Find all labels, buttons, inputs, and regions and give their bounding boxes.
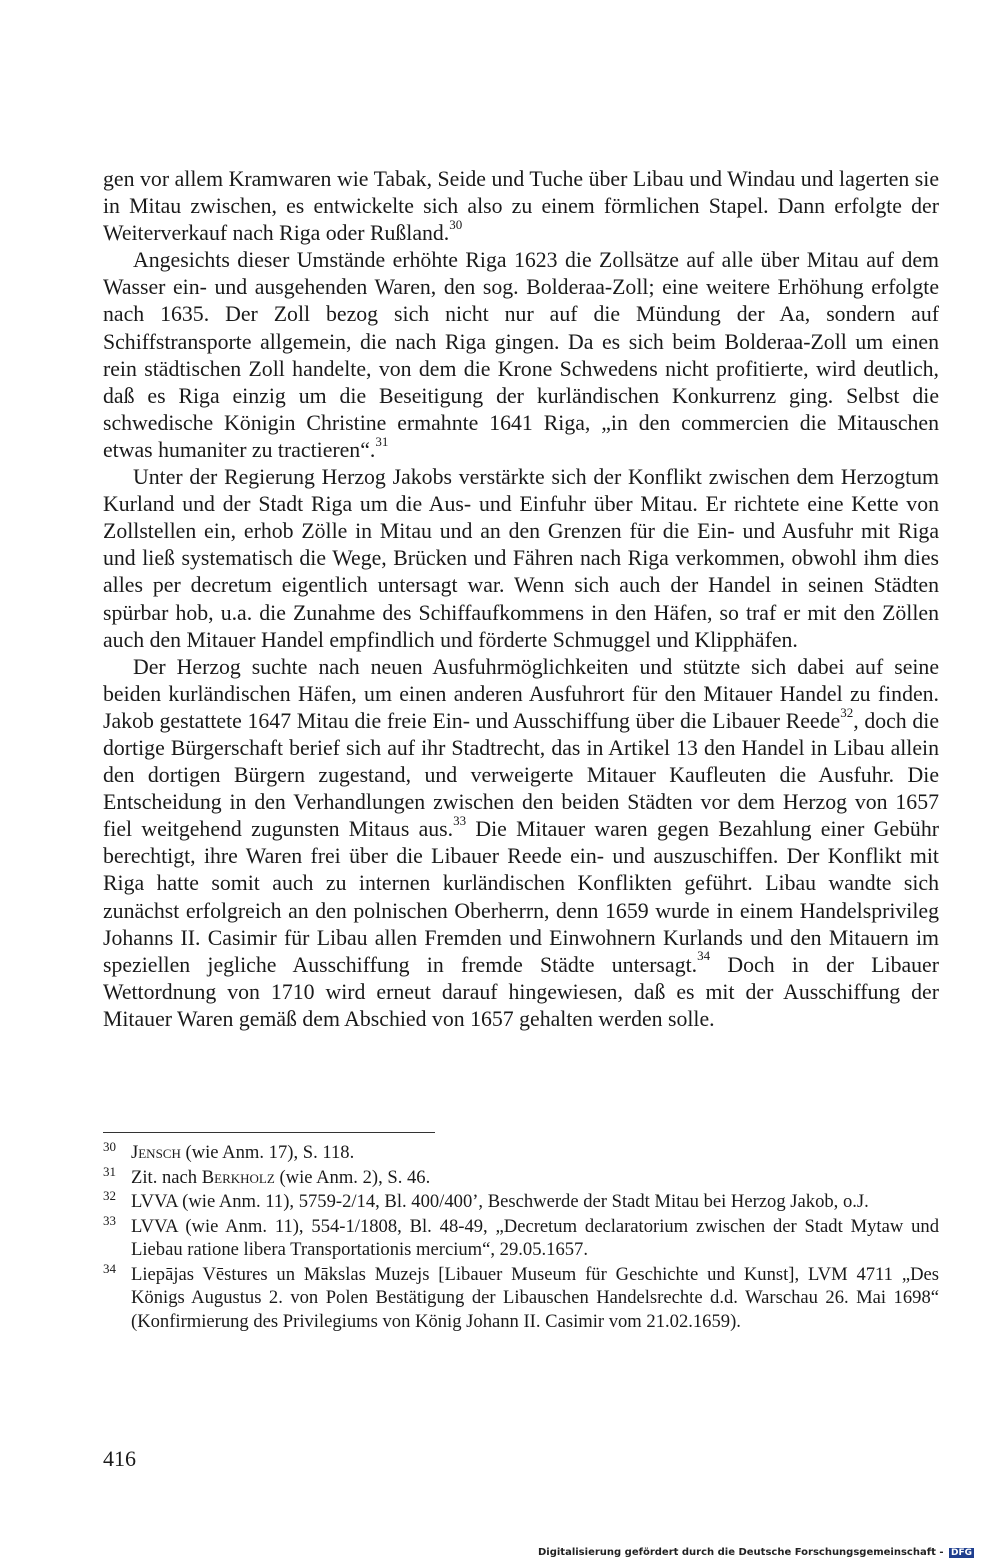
footnote-ref[interactable]: 32 bbox=[840, 704, 854, 720]
paragraph-text: , doch die dortige Bürgerschaft berief sich auf ihr Stadtrecht, das in Artikel 13 den Handel in Libau allein den dortigen Bürgern zugestand, und verweigerte Mitauer Kaufleuten die Ausfuhr. Die Entscheidung in den Verhandlungen zwischen den beiden Städten vor dem Herzog von 1657 fiel weitgehend zugunsten Mitaus aus. bbox=[103, 708, 939, 842]
footnotes bbox=[103, 1141, 939, 1334]
footnote bbox=[103, 1141, 939, 1165]
paragraph bbox=[103, 247, 939, 464]
dfg-logo-icon: DFG bbox=[950, 1548, 972, 1558]
paragraph-text: Unter der Regierung Herzog Jakobs verstärkte sich der Konflikt zwischen dem Herzogtum Kurland und der Stadt Riga um die Aus- und Einfuhr über Mitau. Er richtete eine Kette von Zollstellen ein, erhob Zölle in Mitau und an den Grenzen für die Ein- und Ausfuhr mit Riga und ließ systematisch die Wege, Brücken und Fähren nach Riga verkommen, obwohl ihm dies alles per decretum eigentlich untersagt war. Wenn sich auch der Handel in seinen Städten spürbar hob, u.a. die Zunahme des Schiffaufkommens in den Häfen, so traf er mit den Zöllen auch den Mitauer Handel empfindlich und förderte Schmuggel und Klipphäfen. bbox=[103, 465, 939, 652]
footnote-text: LVVA (wie Anm. 11), 5759-2/14, Bl. 400/400’, Beschwerde der Stadt Mitau bei Herzog Jakob, o.J. bbox=[131, 1191, 869, 1212]
footnote-text: (wie Anm. 17), S. 118. bbox=[180, 1142, 355, 1163]
paragraph-text: Die Mitauer waren gegen Bezahlung einer Gebühr berechtigt, ihre Waren frei über die Libauer Reede ein- und auszuschiffen. Der Konflikt mit Riga hatte somit auch zu internen kurländischen Konflikten geführt. Libau wandte sich zunächst erfolgreich an den polnischen Oberherrn, denn 1659 wurde in einem Handelsprivileg Johanns II. Casimir für Libau allen Fremden und Einwohnern Kurlands und den Mitauern im speziellen jegliche Ausschiffung in fremde Städte untersagt. bbox=[103, 817, 939, 977]
paragraph bbox=[103, 166, 939, 247]
footnote-number: 32 bbox=[103, 1188, 116, 1203]
footnote-ref[interactable]: 31 bbox=[375, 433, 389, 449]
digitization-credit bbox=[538, 1547, 974, 1558]
paragraph bbox=[103, 464, 939, 654]
page-number: 416 bbox=[103, 1446, 136, 1471]
paragraph-text: Doch in der Libauer Wettordnung von 1710 wird erneut darauf hingewiesen, daß es mit der Ausschiffung der Mitauer Waren gemäß dem Abschied von 1657 gehalten werden solle. bbox=[103, 952, 939, 1031]
credit-text: Digitalisierung gefördert durch die Deutsche Forschungsgemeinschaft - bbox=[537, 1547, 944, 1558]
author-name: Jensch bbox=[131, 1142, 181, 1163]
paragraph-text: Angesichts dieser Umstände erhöhte Riga 1623 die Zollsätze auf alle über Mitau auf dem Wasser ein- und ausgehenden Waren, den sog. Bolderaa-Zoll; eine weitere Erhöhung erfolgte nach 1635. Der Zoll bezog sich nicht nur auf die Mündung der Aa, sondern auf Schiffstransporte allgemein, die nach Riga gingen. Da es sich beim Bolderaa-Zoll um einen rein städtischen Zoll handelte, von dem die Krone Schwedens nicht profitierte, wird deutlich, daß es Riga einzig um die Beseitigung der kurländischen Konkurrenz ging. Selbst die schwedische Königin Christine ermahnte 1641 Riga, „in den commercien die Mitauschen etwas humaniter zu tractieren“. bbox=[103, 248, 939, 462]
footnote bbox=[103, 1212, 939, 1262]
main-text bbox=[103, 166, 939, 1033]
footnote bbox=[103, 1190, 939, 1214]
paragraph-text: Der Herzog suchte nach neuen Ausfuhrmöglichkeiten und stützte sich dabei auf seine beiden kurländischen Häfen, um einen anderen Ausfuhrort für den Mitauer Handel zu finden. Jakob gestattete 1647 Mitau die freie Ein- und Ausschiffung über die Libauer Reede bbox=[103, 654, 939, 733]
paragraph-text: gen vor allem Kramwaren wie Tabak, Seide und Tuche über Libau und Windau und lagerten sie in Mitau zwischen, es entwickelte sich also zu einem förmlichen Stapel. Dann erfolgte der Weiterverkauf nach Riga oder Rußland. bbox=[103, 167, 939, 246]
footnote-text: Liepājas Vēstures un Mākslas Muzejs [Libauer Museum für Geschichte und Kunst], LVM 4711 „Des Königs Augustus 2. von Polen Bestätigung der Libauschen Handelsrechte d.d. Warschau 26. Mai 1698“ (Konfirmierung des Privilegiums von König Johann II. Casimir vom 21.02.1659). bbox=[131, 1263, 939, 1332]
footnote-text: Zit. nach bbox=[131, 1166, 202, 1188]
footnote-number: 34 bbox=[103, 1260, 116, 1276]
footnote bbox=[103, 1163, 939, 1190]
footnote-ref[interactable]: 33 bbox=[453, 812, 467, 828]
footnote-divider bbox=[103, 1132, 435, 1133]
author-name: Berkholz bbox=[201, 1166, 275, 1188]
footnote-number: 31 bbox=[103, 1163, 116, 1179]
footnote-text: LVVA (wie Anm. 11), 554-1/1808, Bl. 48-49, „Decretum declaratorium zwischen der Stadt Mytaw und Liebau ratione libera Transportationis mercium“, 29.05.1657. bbox=[131, 1215, 939, 1260]
footnote-text: (wie Anm. 2), S. 46. bbox=[274, 1166, 431, 1188]
paragraph bbox=[103, 654, 939, 1033]
footnote-ref[interactable]: 30 bbox=[449, 216, 463, 232]
footnote-number: 33 bbox=[103, 1212, 116, 1228]
footnote bbox=[103, 1260, 939, 1334]
footnote-ref[interactable]: 34 bbox=[697, 948, 711, 964]
footnote-number: 30 bbox=[103, 1139, 116, 1154]
